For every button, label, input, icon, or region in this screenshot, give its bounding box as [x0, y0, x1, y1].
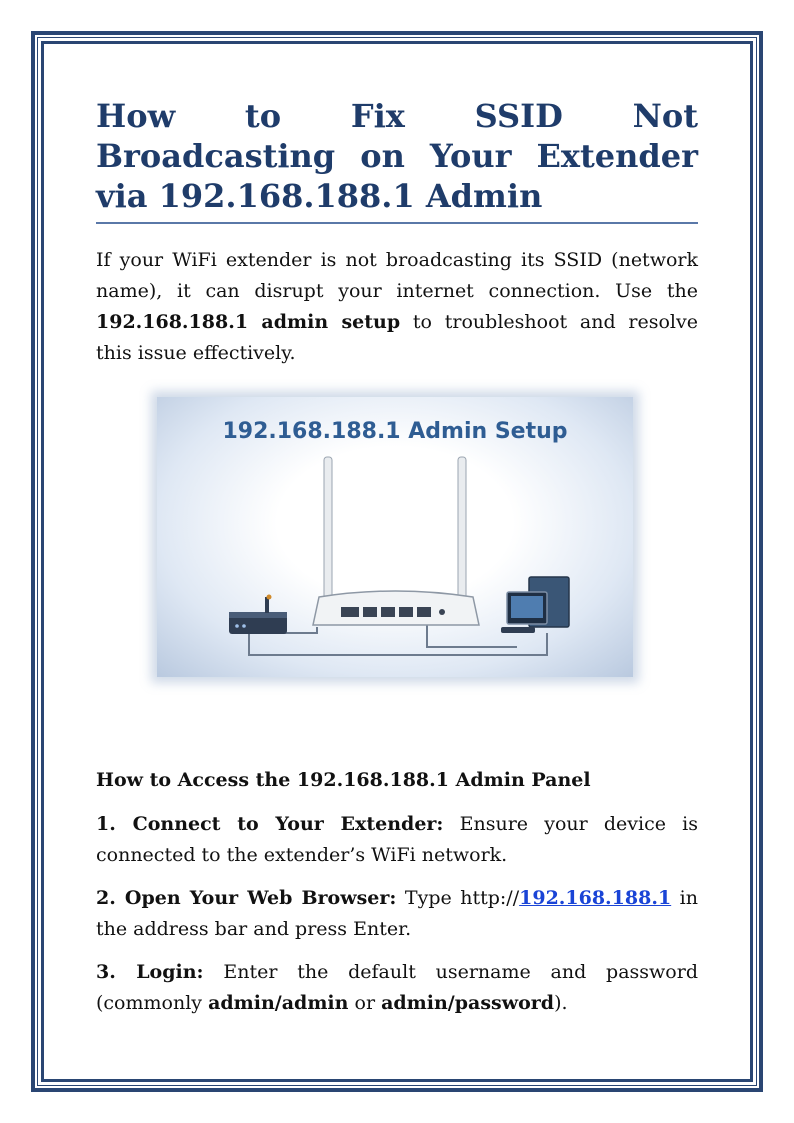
router-icon	[313, 457, 479, 625]
step-3-text-start: Enter the default username and password (commonly	[96, 960, 698, 1014]
step-3-text-end: ).	[554, 991, 568, 1014]
step-1-label: 1. Connect to Your Extender:	[96, 812, 444, 835]
step-2-text-start: Type http://	[396, 886, 520, 909]
computer-icon	[501, 577, 569, 633]
step-2-text-end: in the address bar and press Enter.	[96, 886, 698, 940]
admin-ip-link[interactable]: 192.168.188.1	[519, 886, 672, 909]
title-divider	[96, 222, 698, 224]
modem-icon	[229, 594, 287, 634]
step-3-label: 3. Login:	[96, 960, 204, 983]
step-3-text-mid: or	[348, 991, 382, 1014]
illustration-caption: 192.168.188.1 Admin Setup	[222, 418, 568, 444]
admin-setup-illustration	[157, 397, 633, 677]
step-2-label: 2. Open Your Web Browser:	[96, 886, 397, 909]
intro-text-start: If your WiFi extender is not broadcasting its SSID (network name), it can disrupt your internet connection. Use the	[96, 248, 698, 302]
section-heading: How to Access the 192.168.188.1 Admin Panel	[96, 768, 591, 791]
intro-paragraph	[96, 245, 698, 369]
intro-bold-phrase: 192.168.188.1 admin setup	[96, 310, 401, 333]
step-1	[96, 809, 698, 871]
credential-admin-password: admin/password	[381, 991, 555, 1014]
document-body	[96, 96, 698, 1019]
intro-text-end: to troubleshoot and resolve this issue effectively.	[96, 310, 698, 364]
page-title: How to Fix SSID Not Broadcasting on Your Extender via 192.168.188.1 Admin	[96, 97, 698, 215]
credential-admin-admin: admin/admin	[208, 991, 349, 1014]
step-3	[96, 957, 698, 1019]
step-2	[96, 883, 698, 945]
step-1-text: Ensure your device is connected to the extender’s WiFi network.	[96, 812, 698, 866]
